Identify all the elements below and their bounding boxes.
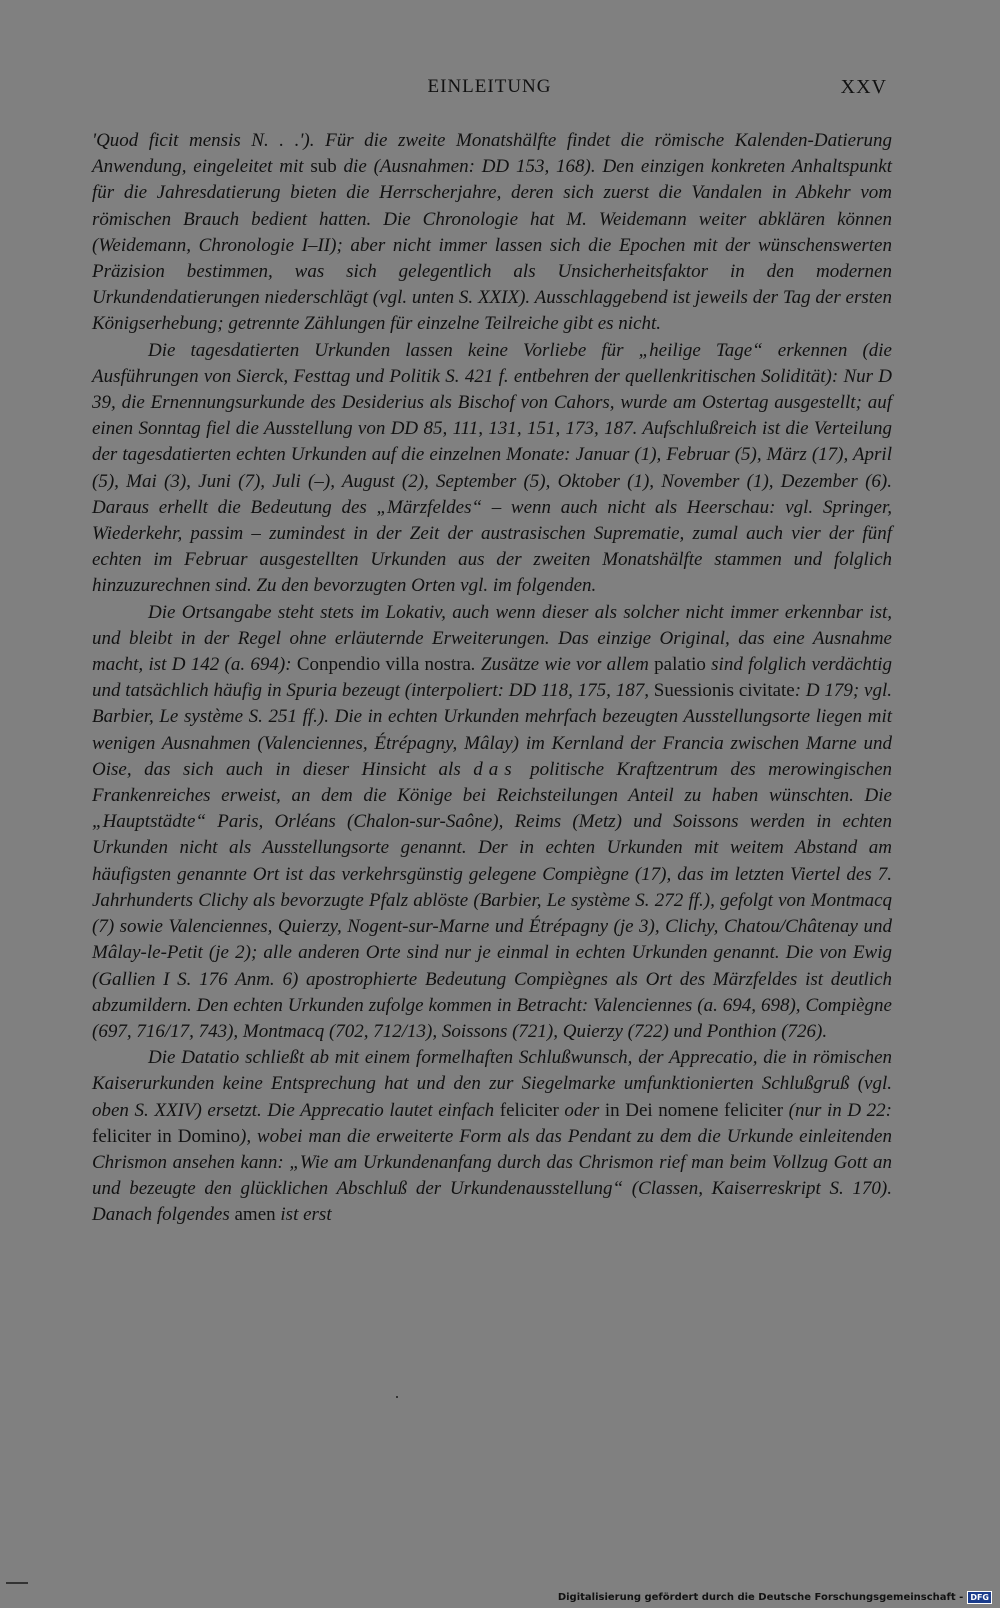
- latin-quote: feliciter in Domino: [92, 1125, 241, 1147]
- latin-quote: feliciter: [499, 1099, 559, 1121]
- speck-mark: [396, 1396, 398, 1398]
- latin-quote: in Dei nomene feliciter: [604, 1099, 784, 1121]
- text-run: politische Kraftzentrum des merowingischen Frankenreiches erweist, an dem die Könige bei Reichsteilungen Anteil zu haben wünschten. Die „Hauptstädte“ Paris, Orléans (Chalon-sur-Saône), Reims (Metz) und Soissons werden in echten Urkunden nicht als Ausstellungsorte genannt. Der in echten Urkunden mit weitem Abstand am häufigsten genannte Ort ist das verkehrsgünstig gelegene Compiègne (17), das im letzten Viertel des 7. Jahrhunderts Clichy als bevorzugte Pfalz ablöste (Barbier, Le système S. 272 ff.), gefolgt von Montmacq (7) sowie Valenciennes, Quierzy, Nogent-sur-Marne und Étrépagny (je 3), Clichy, Chatou/Châtenay und Mâlay-le-Petit (je 2); alle anderen Orte sind nur je einmal in echten Urkunden genannt. Die von Ewig (Gallien I S. 176 Anm. 6) apostrophierte Bedeutung Compiègnes als Ort des Märzfeldes ist deutlich abzumildern. Den echten Urkunden zufolge kommen in Betracht: Valenciennes (a. 694, 698), Compiègne (697, 716/17, 743), Montmacq (702, 712/13), Soissons (721), Quierzy (722) und Ponthion (726).: [92, 758, 892, 1042]
- page-number: XXV: [840, 76, 887, 98]
- text-run: ), wobei man die erweiterte Form als das Pendant zu dem die Urkunde einleitenden Chrismon ansehen kann: „Wie am Urkundenanfang durch das Chrismon rief man beim Vollzug Gott an und bezeugte den glücklichen Abschluß der Urkundenausstellung“ (Classen, Kaiserreskript S. 170). Danach folgendes: [92, 1125, 892, 1226]
- text-run: . Zusätze wie vor allem: [470, 654, 655, 676]
- latin-quote: Suessionis civitate: [653, 680, 795, 702]
- latin-quote: amen: [234, 1204, 276, 1226]
- text-run: : D 179; vgl. Barbier, Le système S. 251 ff.). Die in echten Urkunden mehrfach bezeugten Ausstellungsorte liegen mit wenigen Ausnahmen (Valenciennes, Étrépagny, Mâlay) im Kernland der Francia zwischen Marne und Oise, das sich auch in dieser Hinsicht als: [92, 680, 893, 780]
- digitization-footer: [558, 1591, 992, 1604]
- corner-mark: [6, 1582, 28, 1584]
- running-title: EINLEITUNG: [427, 76, 552, 97]
- text-run: oder: [558, 1099, 605, 1121]
- text-run: 'Quod ficit mensis N. . .'). Für die zweite Monatshälfte findet die römische Kalenden-Datierung Anwendung, eingeleitet mit: [92, 130, 892, 178]
- emphasis-spaced: das: [473, 758, 518, 780]
- text-run: sind folglich verdächtig und tatsächlich häufig in Spuria bezeugt (interpoliert: DD 118, 175, 187,: [92, 654, 892, 702]
- latin-quote: palatio: [654, 654, 706, 676]
- text-run: (nur in D 22:: [783, 1099, 892, 1121]
- running-header: [92, 76, 887, 106]
- text-run: Die Datatio schließt ab mit einem formelhaften Schlußwunsch, der Apprecatio, die in römischen Kaiserurkunden keine Entsprechung hat und den zur Siegelmarke umfunktionierten Schlußgruß (vgl. oben S. XXIV) ersetzt. Die Apprecatio lautet einfach: [92, 1047, 892, 1121]
- latin-quote: sub: [310, 156, 337, 178]
- footer-credit: Digitalisierung gefördert durch die Deutsche Forschungsgemeinschaft -: [557, 1592, 964, 1603]
- paragraph: [92, 128, 892, 338]
- body-text: [92, 128, 892, 1229]
- text-run: ist erst: [275, 1204, 332, 1226]
- paragraph: [92, 1045, 892, 1228]
- paragraph: [92, 600, 892, 1045]
- dfg-logo: DFG: [967, 1591, 992, 1604]
- text-run: Die Ortsangabe steht stets im Lokativ, auch wenn dieser als solcher nicht immer erkennbar ist, und bleibt in der Regel ohne erläuternde Erweiterungen. Das einzige Original, das eine Ausnahme macht, ist D 142 (a. 694):: [92, 601, 892, 676]
- text-run: Die tagesdatierten Urkunden lassen keine Vorliebe für „heilige Tage“ erkennen (die Ausführungen von Sierck, Festtag und Politik S. 421 f. entbehren der quellenkritischen Solidität): Nur D 39, die Ernennungsurkunde des Desiderius als Bischof von Cahors, wurde am Ostertag ausgestellt; auf einen Sonntag fiel die Ausstellung von DD 85, 111, 131, 151, 173, 187. Aufschlußreich ist die Verteilung der tagesdatierten echten Urkunden auf die einzelnen Monate: Januar (1), Februar (5), März (17), April (5), Mai (3), Juni (7), Juli (–), August (2), September (5), Oktober (1), November (1), Dezember (6). Daraus erhellt die Bedeutung des „Märzfeldes“ – wenn auch nicht als Heerschau: vgl. Springer, Wiederkehr, passim – zumindest in der Zeit der austrasischen Suprematie, zumal auch vier der fünf echten im Februar ausgestellten Urkunden aus der zweiten Monatshälfte stammen und folglich hinzuzurechnen sind. Zu den bevorzugten Orten vgl. im folgenden.: [92, 339, 892, 597]
- latin-quote: Conpendio villa nostra: [296, 654, 471, 676]
- text-run: die (Ausnahmen: DD 153, 168). Den einzigen konkreten Anhaltspunkt für die Jahresdatierung bieten die Herrscherjahre, deren sich zuerst die Vandalen in Abkehr vom römischen Brauch bedient hatten. Die Chronologie hat M. Weidemann weiter abklären können (Weidemann, Chronologie I–II); aber nicht immer lassen sich die Epochen mit der wünschenswerten Präzision bestimmen, was sich gelegentlich als Unsicherheitsfaktor in den modernen Urkundendatierungen niederschlägt (vgl. unten S. XXIX). Ausschlaggebend ist jeweils der Tag der ersten Königserhebung; getrennte Zählungen für einzelne Teilreiche gibt es nicht.: [92, 156, 892, 335]
- paragraph: [92, 338, 892, 600]
